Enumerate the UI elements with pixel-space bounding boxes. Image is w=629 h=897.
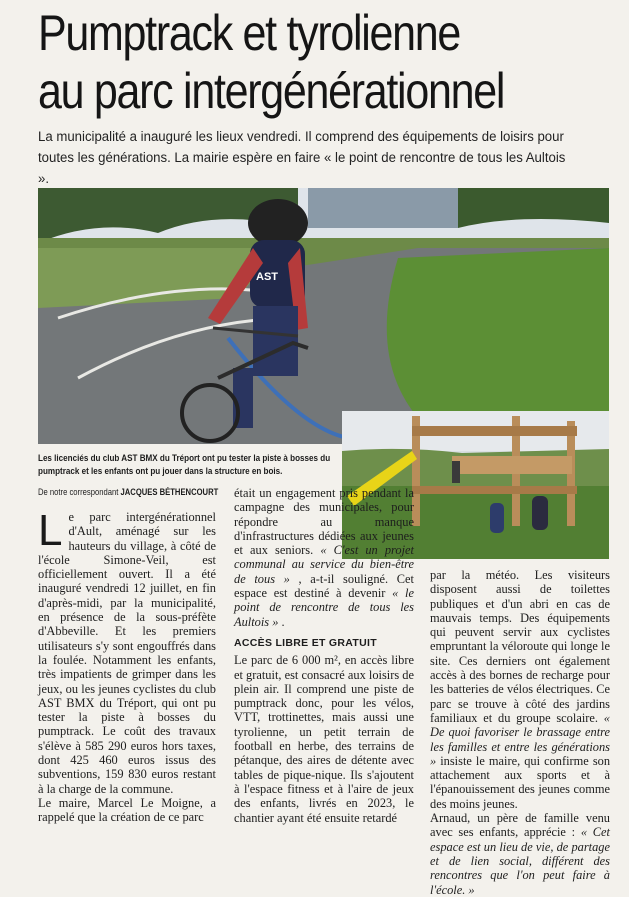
continued-word: était [234,486,260,500]
continued-word: des [518,782,539,797]
continued-word: aux [540,625,568,640]
headline-line-2: au parc intergénérationnel [38,63,505,119]
continued-word: au [320,514,375,529]
continued-word: est [273,586,295,601]
continued-word: maire, [488,753,525,768]
article-p4-text: Arnaud, un père de famille venu avec ses enfants, apprécie : [430,811,610,840]
continued-word: vélos [506,682,537,697]
continued-word: bien-être [369,557,414,572]
continued-word: générations [551,739,610,754]
continued-word: Cet [396,571,415,586]
continued-word: la [461,568,486,582]
continued-word: quoi [448,725,475,740]
byline [38,487,218,497]
continued-word: abri [529,596,557,611]
continued-word: De [430,725,449,740]
article-p2-text: Le maire, Marcel Le Moigne, a rappelé que la création de ce parc [38,795,216,825]
continued-word: visiteurs [567,568,610,582]
continued-word: à [513,696,526,711]
continued-word: « [320,543,334,558]
article-continued-text [234,486,414,629]
continued-word: de [269,600,291,615]
continued-word: au [291,557,311,572]
continued-word: Les [534,568,568,582]
continued-word: empruntant [430,639,490,654]
continued-word: trouve [475,696,514,711]
continued-word: seniors. [275,543,321,558]
continued-word: se [458,696,476,711]
continued-word: manque [374,514,414,529]
continued-word: des [430,796,450,811]
continued-word: l'épanouissement [430,782,519,797]
continued-word: véloroute [501,639,552,654]
article-paragraph-1 [38,506,216,796]
continued-word: pour [391,500,414,515]
article-p1-text: e parc intergénérationnel d'Ault, aménagé sur les hauteurs du village, à côté de l'école Simone-Veil, est officiellement ouvert. Il a été inauguré vendredi 12 juillet, en fin d'après-midi, par la municipalité, en présence de la sous-préfète d'Abbeville. Et les premiers utilisateurs s'y sont engouffrés dans la foulée. Notamment les enfants, très impatients de grimper dans les jeux, ou les jeunes cyclistes du club AST BMX du Tréport, qui ont pu tester la piste à bosses du pumptrack. Le coût des travaux s'élève à 585 290 euros hors taxes, dont 425 460 euros issus des subventions, 159 830 euros restant à la charge de la commune. [38,510,216,796]
continued-word: , [298,571,311,586]
continued-word: moins [449,796,484,811]
continued-word: cyclistes [567,625,610,640]
continued-word: cas [575,596,599,611]
continued-word: les [430,739,448,754]
continued-word: de [234,571,255,586]
continued-word: des [553,696,577,711]
continued-word: entre [585,725,610,740]
continued-word: familles [447,739,492,754]
continued-word: d'infrastructures [234,528,319,543]
article-continued-text [430,568,610,811]
continued-word: a-t-il [310,571,344,586]
continued-word: Des [520,610,548,625]
continued-word: météo. [485,568,535,582]
continued-word: par [430,568,462,582]
continued-word: jeunes [538,782,574,797]
continued-word: et [234,543,251,558]
continued-word: en [556,596,576,611]
lede: La municipalité a inauguré les lieux vendredi. Il comprend des équipements de loisirs pour toutes les générations. La mairie espère en faire « le point de rencontre de tous les Aultois ». [38,129,566,187]
jersey-text: AST [256,271,278,283]
article-column-2 [234,486,414,825]
continued-word: rencontre [290,600,349,615]
continued-word: la [489,639,502,654]
continued-word: attachement [430,768,505,783]
continued-word: aux [360,528,383,543]
byline-name: JACQUES BÉTHENCOURT [120,487,219,497]
continued-word: point [234,600,270,615]
continued-word: du [351,557,370,572]
continued-word: un [365,543,385,558]
continued-word: également [559,653,611,668]
continued-word: la [405,486,414,500]
continued-word: qui [551,639,571,654]
continued-word: longe [570,639,602,654]
continued-word: et [483,710,498,725]
continued-word: souligné. [343,571,397,586]
continued-word: de [539,582,571,597]
continued-word: dédiées [318,528,361,543]
continued-word: répondre [234,514,321,529]
article-column-3 [430,568,610,897]
continued-word: à [336,586,349,601]
article-p3-text: Le parc de 6 000 m², en accès libre et gratuit, est consacré aux loisirs de plein air. Il comprend une piste de pumptrack donc, pour les vélos, VTT, trottinettes, mais aussi une tyrolienne, un petit terrain de football en herbe, des terrains de pétanque, des aires de détente avec tables de pique-nique. Ils s'ajoutent à l'espace fitness et à l'aire de jeux des enfants, livrés en 2023, le chantier ayant été ensuite retardé [234,653,414,825]
article-paragraph-4 [430,811,610,897]
continued-word: les [533,739,552,754]
continued-word: destiné [294,586,337,601]
continued-word: toilettes [570,582,610,597]
continued-word: disposent [430,582,496,597]
continued-word: . [281,614,285,629]
continued-word: mauvais [430,610,480,625]
continued-word: » [272,614,282,629]
continued-word: jeunes. [483,796,518,811]
continued-word: de [526,668,542,683]
continued-word: « [603,710,610,725]
continued-word: » [283,571,299,586]
continued-word: un [259,486,276,500]
continued-word: des [469,668,490,683]
continued-word: le [523,725,537,740]
continued-word: devenir [348,586,393,601]
continued-word: son [592,753,611,768]
continued-word: à [460,668,470,683]
continued-word: service [310,557,352,572]
continued-word: et [581,768,605,783]
continued-word: groupe [516,710,557,725]
continued-word: de [348,600,370,615]
section-subhead: ACCÈS LIBRE ET GRATUIT [234,636,377,649]
continued-word: « [392,586,406,601]
continued-word: recharge [541,668,588,683]
continued-word: batteries [446,682,493,697]
article-paragraph-2 [38,796,216,825]
continued-word: aux [250,543,276,558]
continued-word: d'un [501,596,530,611]
continued-word: bornes [489,668,527,683]
continued-word: favoriser [474,725,524,740]
continued-word: le [475,753,489,768]
continued-word: tous [254,571,284,586]
continued-word: les [430,682,447,697]
article-p4-quote: « Cet espace est un lieu de vie, de partage et de lien social, différent des rencontres que l'on peut faire à l'école. » [430,825,610,897]
continued-word: familiaux [430,710,484,725]
continued-word: accès [430,668,461,683]
continued-word: de [492,682,507,697]
continued-word: C'est [333,543,366,558]
continued-word: le [405,586,414,601]
continued-word: jardins [576,696,610,711]
continued-word: aussi [495,582,540,597]
main-photo-pumptrack [38,188,609,444]
continued-word: et [485,596,502,611]
continued-word: projet [384,543,414,558]
continued-word: parc [430,696,459,711]
continued-word: les [400,600,414,615]
continued-word: Ce [596,682,610,697]
continued-word: Aultois [234,614,273,629]
continued-word: ont [534,653,560,668]
continued-word: peuvent [454,625,504,640]
continued-word: communal [234,557,292,572]
continued-word: de [598,596,610,611]
continued-word: sports [536,768,581,783]
article-column-1 [38,506,216,825]
byline-prefix: De notre correspondant [38,487,119,497]
continued-word: temps. [479,610,521,625]
continued-word: tous [369,600,401,615]
continued-word: brassage [536,725,585,740]
continued-word: électriques. [536,682,597,697]
continued-word: servir [503,625,541,640]
continued-word: municipales, [319,500,392,515]
article-paragraph-3 [234,653,414,825]
continued-word: qui [524,753,545,768]
continued-word: engagement [275,486,340,500]
photo-caption: Les licenciés du club AST BMX du Tréport ont pu tester la piste à bosses du pumptrack et les enfants ont pu jouer dans la structure en bois. [38,453,331,476]
continued-word: aux [504,768,537,783]
continued-word: » [430,753,441,768]
continued-word: pendant [361,486,406,500]
continued-word: comme [573,782,610,797]
headline-line-1: Pumptrack et tyrolienne [38,5,461,61]
continued-word: pour [587,668,610,683]
continued-word: scolaire. [556,710,604,725]
continued-word: à [604,768,610,783]
continued-word: des [293,500,320,515]
headline [38,4,537,120]
continued-word: site. [430,653,459,668]
continued-word: et [491,739,505,754]
continued-word: publiques [430,596,486,611]
continued-word: campagne [234,500,294,515]
continued-word: qui [430,625,455,640]
continued-word: jeunes [382,528,414,543]
continued-word: Ces [458,653,487,668]
continued-word: espace [234,586,274,601]
continued-word: équipements [547,610,610,625]
continued-word: le [601,639,610,654]
continued-word: insiste [440,753,476,768]
continued-word: derniers [486,653,535,668]
continued-word: côté [525,696,554,711]
drop-cap: L [38,506,63,555]
continued-word: du [498,710,517,725]
continued-word: pris [339,486,362,500]
continued-word: entre [504,739,534,754]
continued-word: confirme [544,753,593,768]
